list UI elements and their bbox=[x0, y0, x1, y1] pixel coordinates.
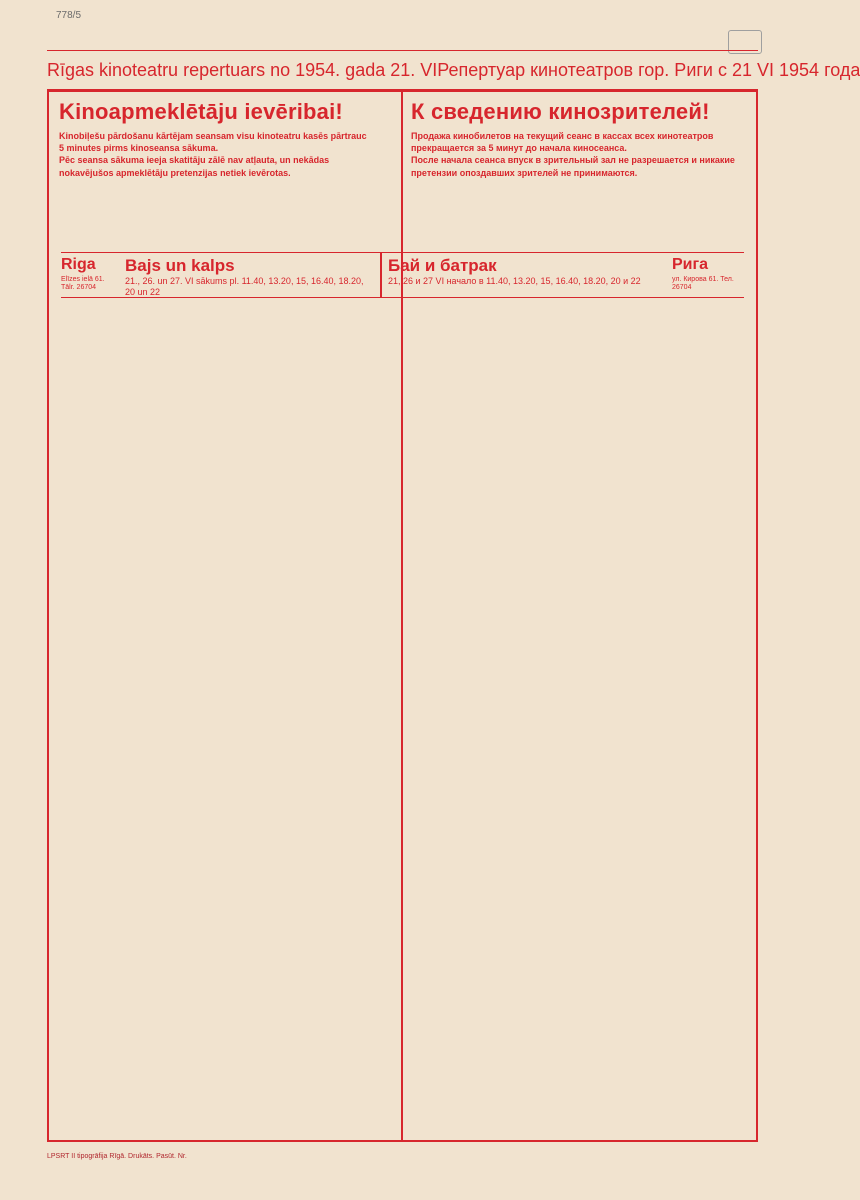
film-times-lv: 21., 26. un 27. VI sākums pl. 11.40, 13.20, 15, 16.40, 18.20, 20 un 22 bbox=[125, 276, 364, 298]
cinema-address-ru: ул. Кирова 61. Тел. 26704 bbox=[672, 276, 734, 292]
notice-russian bbox=[411, 100, 763, 179]
notice-line: После начала сеанса впуск в зрительный зал не разрешается и никакие bbox=[411, 155, 735, 166]
notice-line: nokavējušos apmeklētāju pretenzijas netiek ievērotas. bbox=[59, 167, 291, 178]
cinema-row bbox=[61, 252, 744, 298]
notice-text-russian bbox=[411, 130, 763, 179]
notice-text-latvian bbox=[59, 130, 391, 179]
poster-frame bbox=[47, 90, 758, 1142]
cinema-title-ru: Рига bbox=[672, 256, 709, 273]
film-times-ru: 21, 26 и 27 VI начало в 11.40, 13.20, 15, 16.40, 18.20, 20 и 22 bbox=[388, 276, 641, 287]
cinema-name-russian bbox=[672, 253, 744, 297]
notice-title-latvian: Kinoapmeklētāju ievēribai! bbox=[59, 99, 343, 124]
notice-line: Kinobiļešu pārdošanu kārtējam seansam visu kinoteatru kasēs pārtrauc bbox=[59, 131, 367, 142]
notice-title-russian: К сведению кинозрителей! bbox=[411, 99, 710, 124]
schedule-russian-block bbox=[380, 253, 744, 297]
cinema-name-latvian bbox=[61, 253, 119, 297]
print-footer: LPSRT II tipogrāfija Rīgā. Drukāts. Pasūt. Nr. bbox=[47, 1153, 187, 1160]
notice-line: Pēc seansa sākuma ieeja skatitāju zālē nav atļauta, un nekādas bbox=[59, 155, 330, 166]
notice-line: 5 minutes pirms kinoseansa sākuma. bbox=[59, 143, 219, 154]
poster-header bbox=[47, 50, 860, 90]
notice-line: Продажа кинобилетов на текущий сеанс в кассах всех кинотеатров bbox=[411, 131, 714, 142]
header-russian: Репертуар кинотеатров гор. Риги с 21 VI 1954 года bbox=[437, 60, 860, 80]
film-title-lv: Bajs un kalps bbox=[125, 256, 235, 275]
schedule-russian bbox=[382, 253, 672, 297]
header-latvian: Rīgas kinoteatru repertuars no 1954. gada 21. VI bbox=[47, 60, 438, 80]
schedule-latvian bbox=[119, 253, 378, 297]
notice-line: прекращается за 5 минут до начала киносеанса. bbox=[411, 143, 627, 154]
cinema-title-lv: Riga bbox=[61, 256, 96, 273]
notice-line: претензии опоздавших зрителей не принимаются. bbox=[411, 167, 638, 178]
center-divider bbox=[401, 92, 403, 1140]
archive-handwritten-marks: 778/5 bbox=[56, 10, 82, 21]
notice-latvian bbox=[59, 100, 391, 179]
film-title-ru: Бай и батрак bbox=[388, 256, 497, 275]
cinema-address-lv: Elīzes ielā 61. Tālr. 26704 bbox=[61, 276, 105, 292]
